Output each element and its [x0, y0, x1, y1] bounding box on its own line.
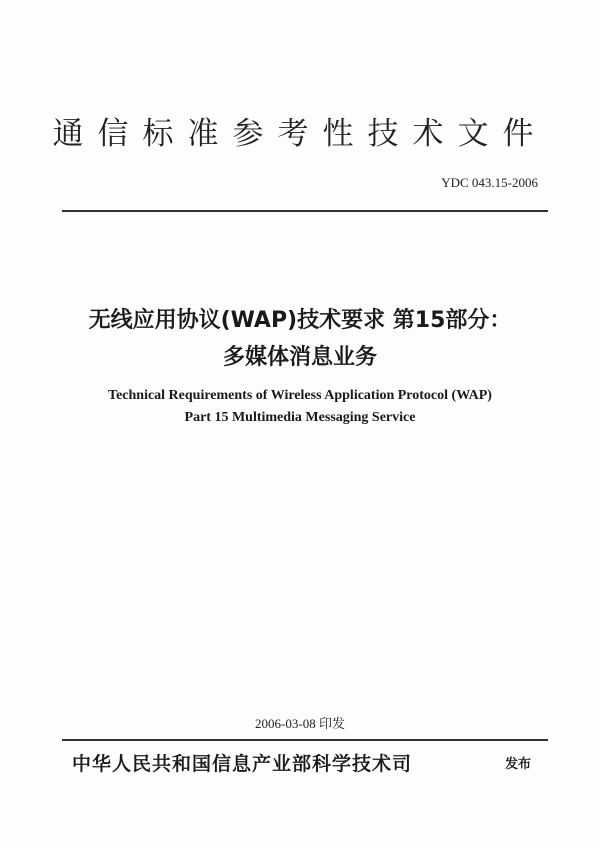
bottom-rule	[62, 739, 548, 741]
publisher: 中华人民共和国信息产业部科学技术司	[72, 753, 413, 775]
english-title-line-2: Part 15 Multimedia Messaging Service	[184, 410, 416, 425]
chinese-title-line-1: 无线应用协议(WAP)技术要求 第15部分：	[88, 308, 512, 333]
english-title-line-1: Technical Requirements of Wireless Application Protocol (WAP)	[108, 388, 492, 403]
print-date: 2006-03-08 印发	[255, 716, 345, 731]
chinese-title-line-2: 多媒体消息业务	[222, 345, 377, 370]
publish-label: 发布	[505, 757, 532, 772]
document-code: YDC 043.15-2006	[441, 175, 538, 190]
top-rule	[62, 210, 548, 212]
series-title: 通信标准参考性技术文件	[52, 116, 548, 152]
